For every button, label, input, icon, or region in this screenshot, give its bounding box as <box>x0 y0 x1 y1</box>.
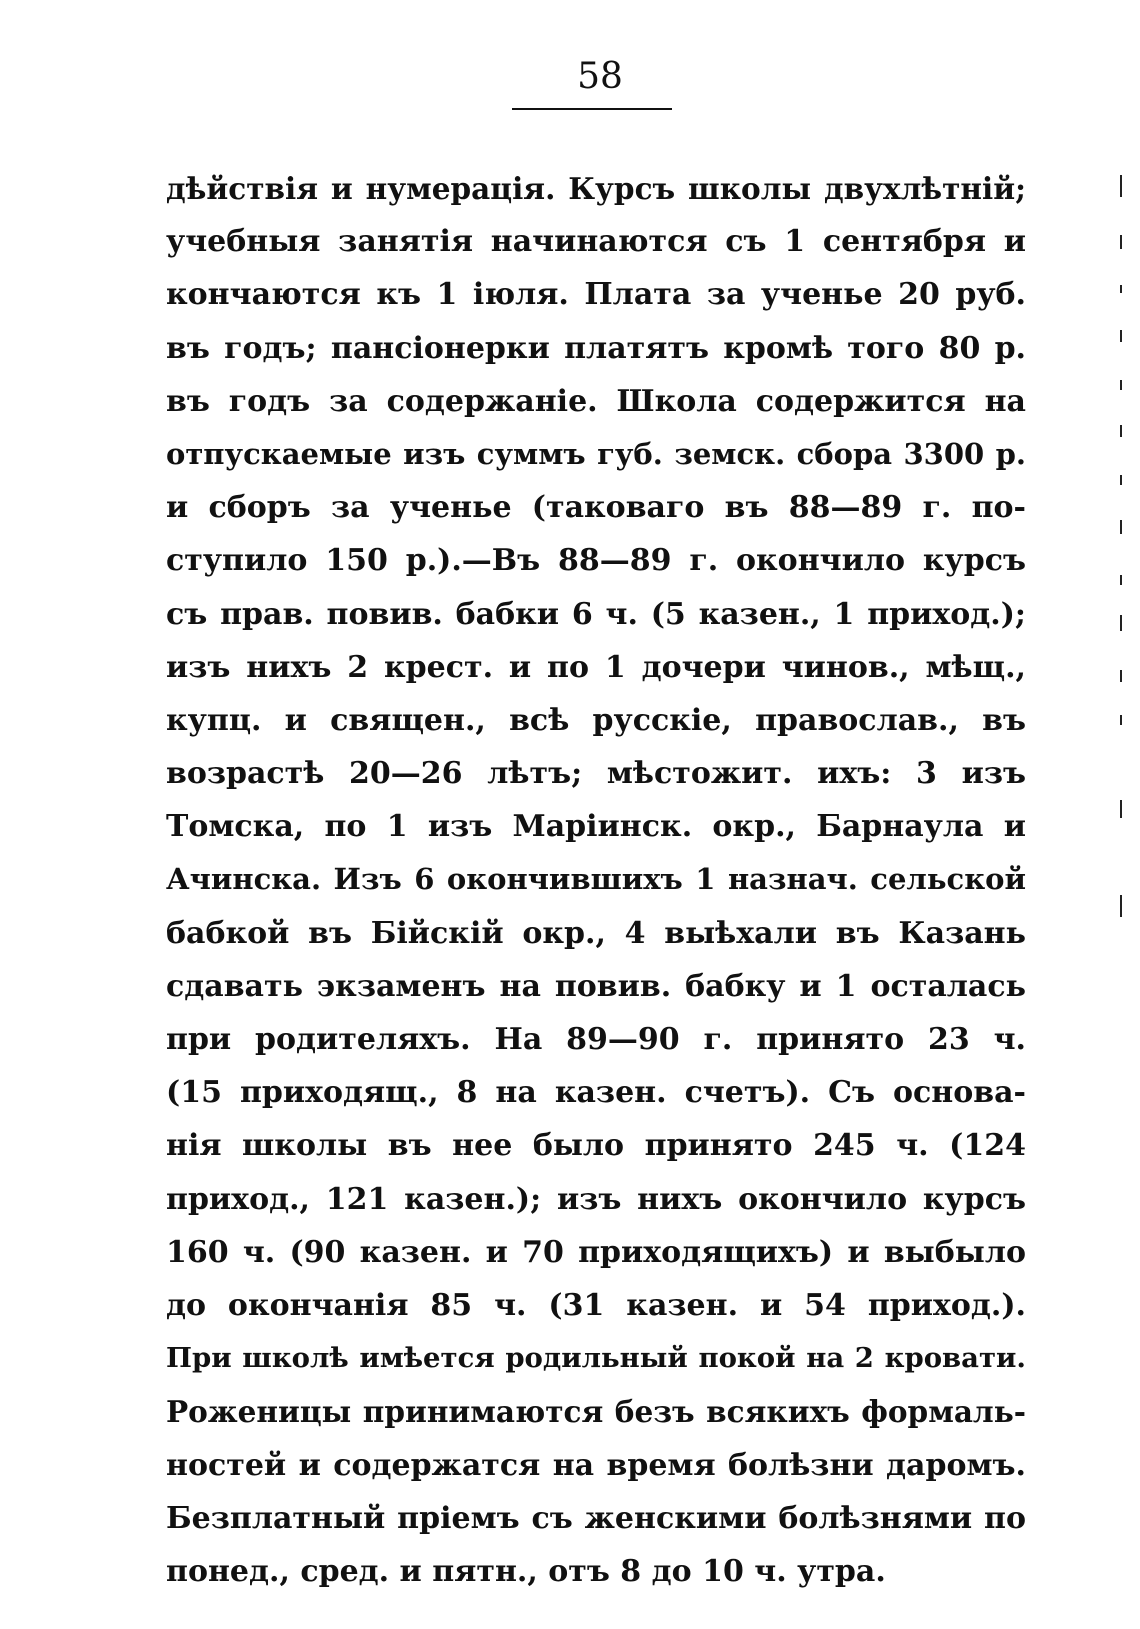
text-line: при родителяхъ. На 89—90 г. принято 23 ч. <box>166 1022 1026 1057</box>
text-line: возрастѣ 20—26 лѣтъ; мѣстожит. ихъ: 3 изъ <box>166 756 1026 792</box>
text-line: нія школы въ нее было принято 245 ч. (124 <box>166 1128 1026 1164</box>
text-line: бабкой въ Бійскій окр., 4 выѣхали въ Казань <box>166 915 1026 951</box>
text-line: съ прав. повив. бабки 6 ч. (5 казен., 1 приход.); <box>166 596 1026 632</box>
scan-mark <box>1120 235 1122 249</box>
text-line: ностей и содержатся на время болѣзни даромъ. <box>166 1447 1026 1483</box>
scan-mark <box>1120 520 1122 534</box>
text-line: въ годъ за содержаніе. Школа содержится на <box>166 383 1026 419</box>
text-line: до окончанія 85 ч. (31 казен. и 54 приход.). <box>166 1287 1026 1323</box>
text-line: кончаются къ 1 іюля. Плата за ученье 20 руб. <box>166 277 1026 313</box>
body-text <box>166 162 1026 1598</box>
text-line: и сборъ за ученье (таковаго въ 88—89 г. по- <box>166 490 1026 526</box>
text-line: При школѣ имѣется родильный покой на 2 кровати. <box>166 1342 1026 1375</box>
header-rule <box>512 108 672 110</box>
scan-mark <box>1120 800 1122 818</box>
text-line: (15 приходящ., 8 на казен. счетъ). Съ основа- <box>166 1075 1026 1111</box>
scan-mark <box>1120 175 1122 197</box>
scan-mark <box>1120 475 1122 485</box>
text-line: приход., 121 казен.); изъ нихъ окончило курсъ <box>166 1181 1026 1217</box>
text-line: изъ нихъ 2 крест. и по 1 дочери чинов., мѣщ., <box>166 649 1026 685</box>
scan-margin-marks <box>1116 175 1130 975</box>
text-line: дѣйствія и нумерація. Курсъ школы двухлѣтній; <box>166 171 1026 206</box>
text-line: сдавать экзаменъ на повив. бабку и 1 осталась <box>166 968 1026 1004</box>
scan-mark <box>1120 330 1122 342</box>
text-line: отпускаемые изъ суммъ губ. земск. сбора 3300 р. <box>166 436 1026 471</box>
scan-mark <box>1120 575 1122 585</box>
text-line: Ачинска. Изъ 6 окончившихъ 1 назнач. сельской <box>166 862 1026 897</box>
text-line: понед., сред. и пятн., отъ 8 до 10 ч. утра. <box>166 1553 886 1589</box>
text-line: учебныя занятія начинаются съ 1 сентября и <box>166 224 1026 260</box>
scan-mark <box>1120 895 1122 917</box>
scan-mark <box>1120 615 1122 631</box>
text-line: Томска, по 1 изъ Маріинск. окр., Барнаула и <box>166 809 1026 845</box>
text-line: Безплатный пріемъ съ женскими болѣзнями по <box>166 1500 1026 1536</box>
text-line: ступило 150 р.).—Въ 88—89 г. окончило курсъ <box>166 543 1026 579</box>
page-number: 58 <box>577 56 623 97</box>
scan-mark <box>1120 380 1122 390</box>
text-line: 160 ч. (90 казен. и 70 приходящихъ) и выбыло <box>166 1234 1026 1270</box>
scan-mark <box>1120 670 1122 682</box>
text-line: въ годъ; пансіонерки платятъ кромѣ того 80 р. <box>166 330 1026 366</box>
scan-mark <box>1120 285 1122 293</box>
scan-mark <box>1120 425 1122 437</box>
text-line: Роженицы принимаются безъ всякихъ формаль- <box>166 1394 1026 1430</box>
scan-mark <box>1120 715 1122 725</box>
text-line: купц. и священ., всѣ русскіе, православ., въ <box>166 702 1026 738</box>
